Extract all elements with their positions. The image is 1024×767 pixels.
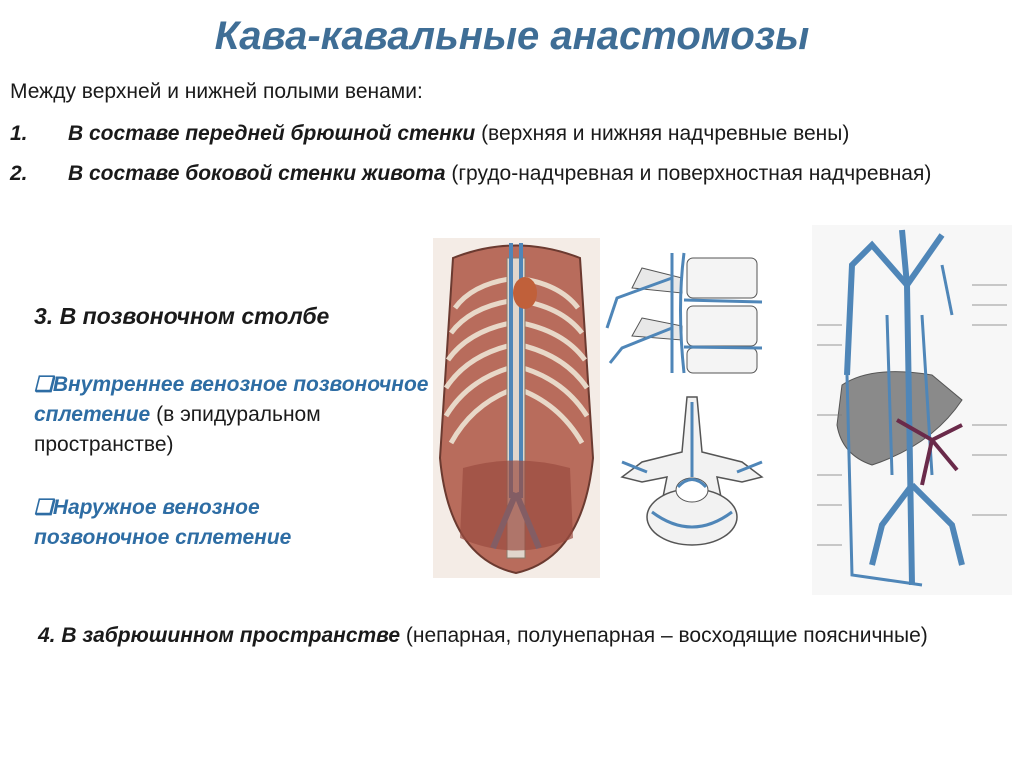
list-text: В составе передней брюшной стенки (верхняя и нижняя надчревные вены) xyxy=(68,122,850,145)
bullet-internal-plexus: ❑Внутреннее венозное позвоночное сплетение (в эпидуральном пространстве) xyxy=(34,373,429,456)
intro-text: Между верхней и нижней полыми венами: xyxy=(10,80,423,103)
vertebra-side-illustration xyxy=(602,248,774,378)
bullet-external-plexus: ❑Наружное венозное позвоночное сплетение xyxy=(34,496,292,549)
list-text: В составе боковой стенки живота (грудо-надчревная и поверхностная надчревная) xyxy=(68,162,932,185)
list-number: 2. xyxy=(10,162,28,185)
slide-title: Кава-кавальные анастомозы xyxy=(214,14,810,58)
vertebra-top-illustration xyxy=(612,392,772,552)
section-4-text: 4. В забрюшинном пространстве (непарная, полунепарная – восходящие поясничные) xyxy=(38,624,928,647)
section-3-heading: 3. В позвоночном столбе xyxy=(34,303,330,329)
torso-anatomy-illustration xyxy=(433,238,600,578)
list-number: 1. xyxy=(10,122,28,145)
venous-system-diagram xyxy=(812,225,1012,595)
